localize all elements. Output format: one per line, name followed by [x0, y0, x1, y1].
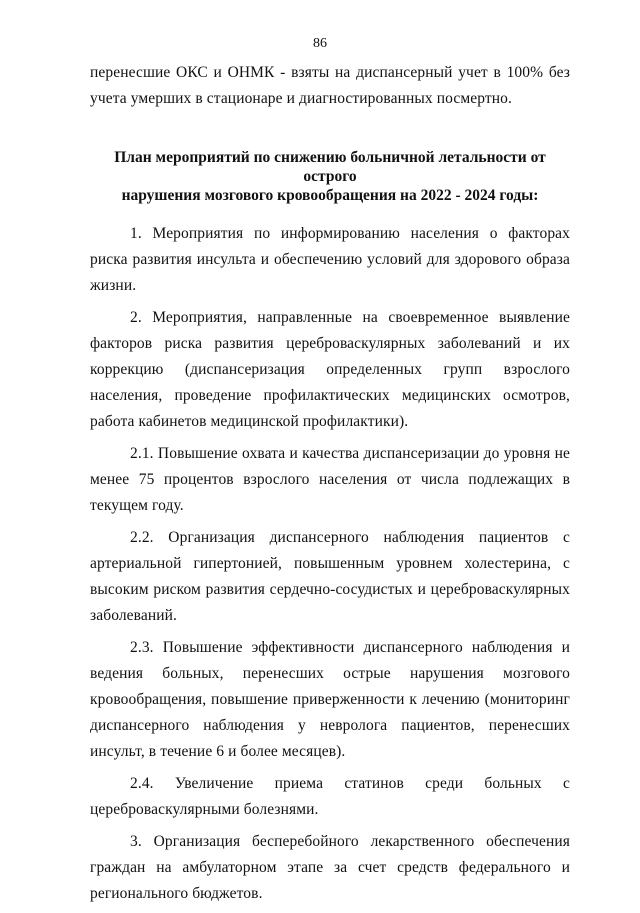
list-item-2: 2. Мероприятия, направленные на своевременное выявление факторов риска развития цереброваскулярных заболеваний и их коррекцию (диспансеризация определенных групп взрослого населения, проведение профилактических медицинских осмотров, работа кабинетов медицинской профилактики).: [90, 309, 570, 430]
list-item-2-1: 2.1. Повышение охвата и качества диспансеризации до уровня не менее 75 процентов взрослого населения от числа подлежащих в текущем году.: [90, 445, 570, 514]
list-item-3: 3. Организация бесперебойного лекарственного обеспечения граждан на амбулаторном этапе за счет средств федерального и регионального бюджетов.: [90, 833, 570, 902]
list-item-2-2: 2.2. Организация диспансерного наблюдения пациентов с артериальной гипертонией, повышенным уровнем холестерина, с высоким риском развития сердечно-сосудистых и цереброваскулярных заболеваний.: [90, 529, 570, 624]
section-heading: [90, 148, 570, 205]
list-item-2-3: 2.3. Повышение эффективности диспансерного наблюдения и ведения больных, перенесших острые нарушения мозгового кровообращения, повышение приверженности к лечению (мониторинг диспансерного наблюдения у невролога пациентов, перенесших инсульт, в течение 6 и более месяцев).: [90, 639, 570, 760]
list-item-2-4: 2.4. Увеличение приема статинов среди больных с цереброваскулярными болезнями.: [90, 775, 570, 818]
page-number: 86: [313, 36, 327, 51]
list-item-1: 1. Мероприятия по информированию населения о факторах риска развития инсульта и обеспечению условий для здорового образа жизни.: [90, 225, 570, 294]
section-heading-line-2: нарушения мозгового кровообращения на 2022 - 2024 годы:: [121, 187, 539, 204]
document-body: [90, 60, 570, 913]
intro-paragraph: перенесшие ОКС и ОНМК - взяты на диспансерный учет в 100% без учета умерших в стационаре и диагностированных посмертно.: [90, 64, 570, 107]
section-heading-line-1: План мероприятий по снижению больничной летальности от острого: [114, 149, 546, 185]
